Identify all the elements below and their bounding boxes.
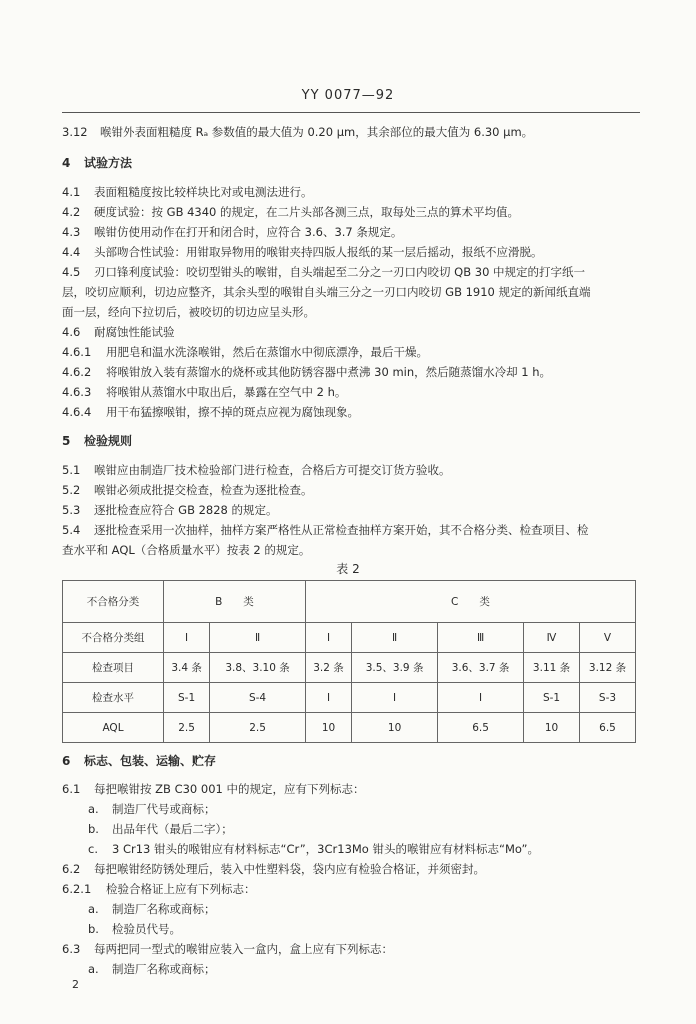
clause-4-5: 4.5 刃口锋利度试验：咬切型钳头的喉钳，自头端起至二分之一刃口内咬切 QB 30 中规定的打字纸一 bbox=[62, 265, 586, 279]
clause-5-2: 5.2 喉钳必须成批提交检查，检查为逐批检查。 bbox=[62, 483, 313, 497]
table-cell: Ⅱ bbox=[210, 623, 306, 653]
table-cell: 3.5、3.9 条 bbox=[352, 653, 438, 683]
inspection-table bbox=[62, 580, 636, 743]
clause-3-12: 3.12 喉钳外表面粗糙度 Rₐ 参数值的最大值为 0.20 μm，其余部位的最大值为 6.30 μm。 bbox=[62, 125, 534, 139]
table-cell: 6.5 bbox=[580, 713, 636, 743]
clause-4-5-cont1: 层，咬切应顺利，切边应整齐，其余头型的喉钳自头端三分之一刃口内咬切 GB 1910 规定的新闻纸直端 bbox=[62, 285, 591, 299]
table-cell: 6.5 bbox=[438, 713, 524, 743]
page-number: 2 bbox=[72, 978, 79, 991]
clause-6-2-1-b: b. 检验员代号。 bbox=[88, 922, 181, 936]
row-header: 检查水平 bbox=[63, 683, 164, 713]
clause-4-6-4: 4.6.4 用干布猛擦喉钳，擦不掉的斑点应视为腐蚀现象。 bbox=[62, 405, 359, 419]
table-row bbox=[63, 623, 636, 653]
table-cell: Ⅰ bbox=[305, 623, 351, 653]
clause-4-6-1: 4.6.1 用肥皂和温水洗涤喉钳，然后在蒸馏水中彻底漂净，最后干燥。 bbox=[62, 345, 428, 359]
clause-6-3: 6.3 每两把同一型式的喉钳应装入一盒内，盒上应有下列标志： bbox=[62, 942, 393, 956]
table-cell: Ⅳ bbox=[524, 623, 580, 653]
table-row bbox=[63, 683, 636, 713]
table-cell: 3.11 条 bbox=[524, 653, 580, 683]
table-cell: Ⅰ bbox=[438, 683, 524, 713]
class-b-header: B 类 bbox=[164, 581, 306, 623]
table-cell: 10 bbox=[524, 713, 580, 743]
table-cell: 3.8、3.10 条 bbox=[210, 653, 306, 683]
clause-6-1-c: c. 3 Cr13 钳头的喉钳应有材料标志“Cr”，3Cr13Mo 钳头的喉钳应有材料标志“Mo”。 bbox=[88, 842, 539, 856]
table-cell: Ⅰ bbox=[352, 683, 438, 713]
table-caption: 表 2 bbox=[336, 562, 360, 576]
document-code: YY 0077—92 bbox=[301, 88, 395, 103]
clause-6-2-1: 6.2.1 检验合格证上应有下列标志： bbox=[62, 882, 256, 896]
table-cell: 3.4 条 bbox=[164, 653, 210, 683]
table-cell: S-1 bbox=[524, 683, 580, 713]
clause-4-1: 4.1 表面粗糙度按比较样块比对或电测法进行。 bbox=[62, 185, 313, 199]
clause-5-1: 5.1 喉钳应由制造厂技术检验部门进行检查，合格后方可提交订货方验收。 bbox=[62, 463, 451, 477]
table-cell: S-1 bbox=[164, 683, 210, 713]
row-header: 检查项目 bbox=[63, 653, 164, 683]
clause-4-5-cont2: 面一层，经向下拉切后，被咬切的切边应呈头形。 bbox=[62, 305, 315, 319]
row-header: 不合格分类组 bbox=[63, 623, 164, 653]
clause-6-1-b: b. 出品年代（最后二字）； bbox=[88, 822, 233, 836]
section-4-heading: 4 试验方法 bbox=[62, 156, 133, 170]
clause-5-4: 5.4 逐批检查采用一次抽样，抽样方案严格性从正常检查抽样方案开始，其不合格分类、检查项目、检 bbox=[62, 523, 589, 537]
table-cell: Ⅴ bbox=[580, 623, 636, 653]
clause-4-6: 4.6 耐腐蚀性能试验 bbox=[62, 325, 175, 339]
table-cell: S-3 bbox=[580, 683, 636, 713]
table-cell: Ⅰ bbox=[305, 683, 351, 713]
table-cell: 3.2 条 bbox=[305, 653, 351, 683]
table-cell: S-4 bbox=[210, 683, 306, 713]
clause-4-4: 4.4 头部吻合性试验：用钳取异物用的喉钳夹持四版人报纸的某一层后摇动，报纸不应滑脱。 bbox=[62, 245, 543, 259]
clause-4-6-3: 4.6.3 将喉钳从蒸馏水中取出后，暴露在空气中 2 h。 bbox=[62, 385, 347, 399]
clause-6-2-1-a: a. 制造厂名称或商标； bbox=[88, 902, 216, 916]
header-rule bbox=[62, 112, 640, 113]
section-5-heading: 5 检验规则 bbox=[62, 434, 133, 448]
clause-4-6-2: 4.6.2 将喉钳放入装有蒸馏水的烧杯或其他防锈容器中煮沸 30 min，然后随蒸馏水冷却 1 h。 bbox=[62, 365, 552, 379]
clause-6-3-a: a. 制造厂名称或商标； bbox=[88, 962, 216, 976]
clause-6-1: 6.1 每把喉钳按 ZB C30 001 中的规定，应有下列标志： bbox=[62, 782, 365, 796]
row-header: 不合格分类 bbox=[63, 581, 164, 623]
table-cell: Ⅰ bbox=[164, 623, 210, 653]
row-header: AQL bbox=[63, 713, 164, 743]
section-6-heading: 6 标志、包装、运输、贮存 bbox=[62, 754, 217, 768]
table-cell: Ⅲ bbox=[438, 623, 524, 653]
clause-4-3: 4.3 喉钳仿使用动作在打开和闭合时，应符合 3.6、3.7 条规定。 bbox=[62, 225, 403, 239]
table-cell: 10 bbox=[352, 713, 438, 743]
table-cell: 2.5 bbox=[210, 713, 306, 743]
table-cell: 3.6、3.7 条 bbox=[438, 653, 524, 683]
clause-5-3: 5.3 逐批检查应符合 GB 2828 的规定。 bbox=[62, 503, 278, 517]
table-cell: 2.5 bbox=[164, 713, 210, 743]
table-row bbox=[63, 581, 636, 623]
table-cell: 3.12 条 bbox=[580, 653, 636, 683]
table-row bbox=[63, 653, 636, 683]
table-row bbox=[63, 713, 636, 743]
clause-6-1-a: a. 制造厂代号或商标； bbox=[88, 802, 216, 816]
clause-5-4-cont: 查水平和 AQL（合格质量水平）按表 2 的规定。 bbox=[62, 543, 311, 557]
table-cell: 10 bbox=[305, 713, 351, 743]
class-c-header: C 类 bbox=[305, 581, 635, 623]
table-cell: Ⅱ bbox=[352, 623, 438, 653]
clause-6-2: 6.2 每把喉钳经防锈处理后，装入中性塑料袋，袋内应有检验合格证，并须密封。 bbox=[62, 862, 485, 876]
clause-4-2: 4.2 硬度试验：按 GB 4340 的规定，在二片头部各测三点，取每处三点的算术平均值。 bbox=[62, 205, 520, 219]
